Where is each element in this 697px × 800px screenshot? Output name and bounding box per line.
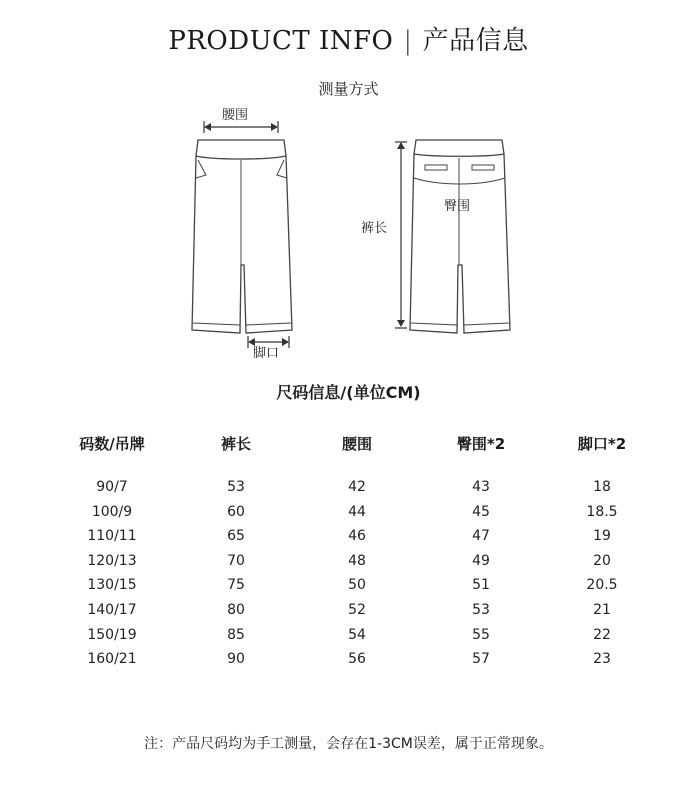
table-row [0,500,697,525]
cell-hip: 45 [472,503,490,520]
cell-hem: 20 [593,552,611,569]
cell-length: 53 [227,479,245,495]
pants-diagram [0,100,697,370]
cell-waist: 44 [348,503,366,520]
front-pants-drawing [192,140,292,333]
title-english: PRODUCT INFO [168,26,394,56]
table-row [0,647,697,672]
cell-length: 80 [227,601,245,618]
cell-waist: 52 [348,601,366,618]
size-table [0,430,697,672]
cell-length: 75 [227,577,245,594]
cell-hem: 20.5 [586,577,618,594]
cell-size: 140/17 [87,601,137,618]
measure-title: 测量方式 [318,80,379,98]
cell-waist: 48 [348,552,366,569]
hip-label: 臀围 [444,199,471,214]
cell-waist: 56 [348,651,366,668]
size-info-title: 尺码信息/(单位CM) [276,383,421,402]
cell-waist: 50 [348,577,366,594]
cell-hem: 22 [593,626,611,643]
header-hip: 臀围*2 [456,435,506,453]
cell-waist: 54 [348,626,366,643]
measurement-note: 注：产品尺码均为手工测量，会存在1-3CM误差，属于正常现象。 [144,736,553,752]
cell-hip: 51 [472,577,490,594]
header-waist: 腰围 [341,435,372,453]
cell-hem: 18 [593,479,611,495]
cell-hip: 57 [472,651,490,668]
cell-hip: 47 [472,528,490,545]
cell-hem: 21 [593,601,611,618]
table-row [0,549,697,574]
hem-label: 脚口 [253,346,280,361]
cell-length: 85 [227,626,245,643]
cell-size: 90/7 [96,479,128,495]
cell-size: 160/21 [87,651,137,668]
header-hem: 脚口*2 [577,435,627,453]
cell-hem: 18.5 [586,503,618,520]
cell-hip: 43 [472,479,490,495]
title-chinese: 产品信息 [422,26,529,56]
cell-hip: 53 [472,601,490,618]
table-row [0,623,697,648]
cell-size: 110/11 [87,528,137,545]
cell-size: 100/9 [91,503,133,520]
cell-length: 70 [227,552,245,569]
back-pants-drawing [410,140,510,333]
cell-size: 130/15 [87,577,137,594]
cell-size: 120/13 [87,552,137,569]
table-header-row [0,430,697,458]
cell-waist: 42 [348,479,366,495]
page-title [0,20,697,57]
cell-waist: 46 [348,528,366,545]
length-label: 裤长 [361,221,388,236]
cell-hem: 23 [593,651,611,668]
table-row [0,524,697,549]
table-row [0,475,697,500]
cell-length: 60 [227,503,245,520]
title-separator: | [403,26,413,56]
cell-length: 65 [227,528,245,545]
cell-length: 90 [227,651,245,668]
cell-hip: 55 [472,626,490,643]
cell-hem: 19 [593,528,611,545]
cell-hip: 49 [472,552,490,569]
table-row [0,573,697,598]
header-length: 裤长 [220,435,251,453]
table-row [0,598,697,623]
cell-size: 150/19 [87,626,137,643]
waist-label: 腰围 [222,108,249,123]
header-size: 码数/吊牌 [79,435,145,453]
